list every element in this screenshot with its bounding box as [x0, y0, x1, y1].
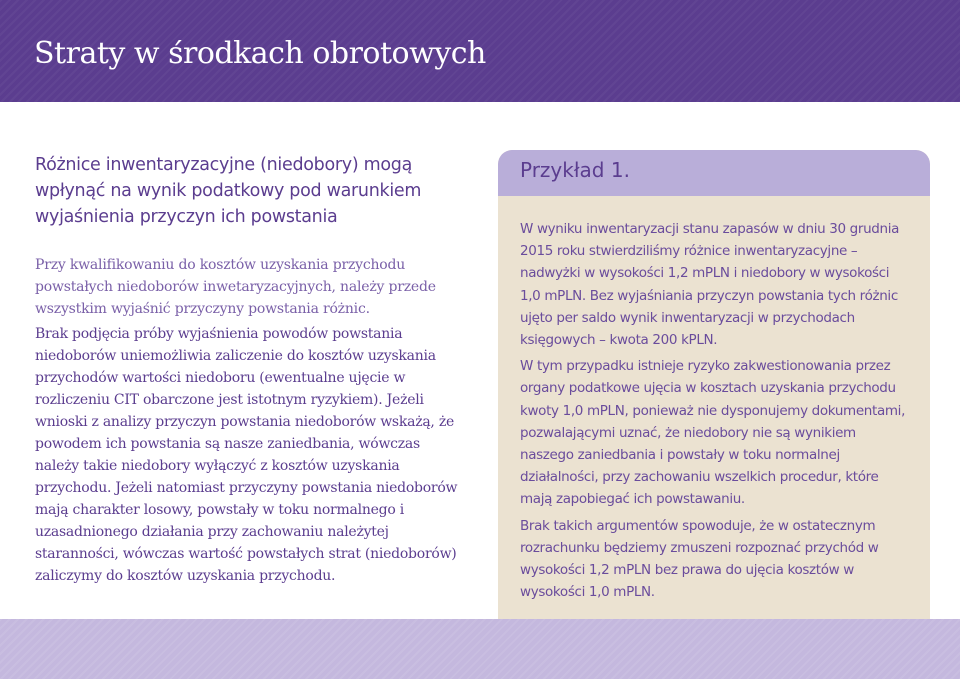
- section-subtitle: Różnice inwentaryzacyjne (niedobory) mogą wpłynąć na wynik podatkowy pod warunkiem wyjaśnienia przyczyn ich powstania: [35, 155, 422, 227]
- header-banner: [0, 0, 960, 102]
- example-box: [498, 150, 930, 638]
- body-paragraph: Brak podjęcia próby wyjaśnienia powodów powstania niedoborów uniemożliwia zaliczenie do kosztów uzyskania przychodów wartości niedoboru (ewentualne ujęcie w rozliczeniu CIT obarczone jest istotnym ryzykiem). Jeżeli wnioski z analizy przyczyn powstania niedoborów wskażą, że powodem ich powstania są nasze zaniedbania, wówczas należy takie niedobory wyłączyć z kosztów uzyskania przychodu. Jeżeli natomiast przyczyny powstania niedoborów mają charakter losowy, powstały w toku normalnego i uzasadnionego działania przy zachowaniu należytej staranności, wówczas wartość powstałych strat (niedoborów) zaliczymy do kosztów uzyskania przychodu.: [35, 326, 458, 584]
- lead-paragraph: Przy kwalifikowaniu do kosztów uzyskania przychodu powstałych niedoborów inwetaryzacyjnych, należy przede wszystkim wyjaśnić przyczyny powstania różnic.: [35, 257, 436, 317]
- example-paragraph-3: Brak takich argumentów spowoduje, że w ostatecznym rozrachunku będziemy zmuszeni rozpoznać przychód w wysokości 1,2 mPLN bez prawa do ujęcia kosztów w wysokości 1,0 mPLN.: [520, 517, 879, 601]
- footer-band: [0, 619, 960, 679]
- example-header: [498, 150, 930, 196]
- example-title: Przykład 1.: [520, 158, 630, 182]
- main-text-column: [35, 152, 460, 587]
- example-body: [498, 196, 930, 603]
- page-title: Straty w środkach obrotowych: [34, 36, 486, 71]
- example-paragraph-1: W wyniku inwentaryzacji stanu zapasów w dniu 30 grudnia 2015 roku stwierdziliśmy różnice inwentaryzacyjne – nadwyżki w wysokości 1,2 mPLN i niedobory w wysokości 1,0 mPLN. Bez wyjaśniania przyczyn powstania tych różnic ujęto per saldo wynik inwentaryzacji w przychodach księgowych – kwota 200 kPLN.: [520, 221, 900, 349]
- example-paragraph-2: W tym przypadku istnieje ryzyko zakwestionowania przez organy podatkowe ujęcia w kosztach uzyskania przychodu kwoty 1,0 mPLN, ponieważ nie dysponujemy dokumentami, pozwalającymi uznać, że niedobory nie są wynikiem naszego zaniedbania i powstały w toku normalnej działalności, przy zachowaniu wszelkich procedur, które mają zapobiegać ich powstawaniu.: [520, 358, 906, 508]
